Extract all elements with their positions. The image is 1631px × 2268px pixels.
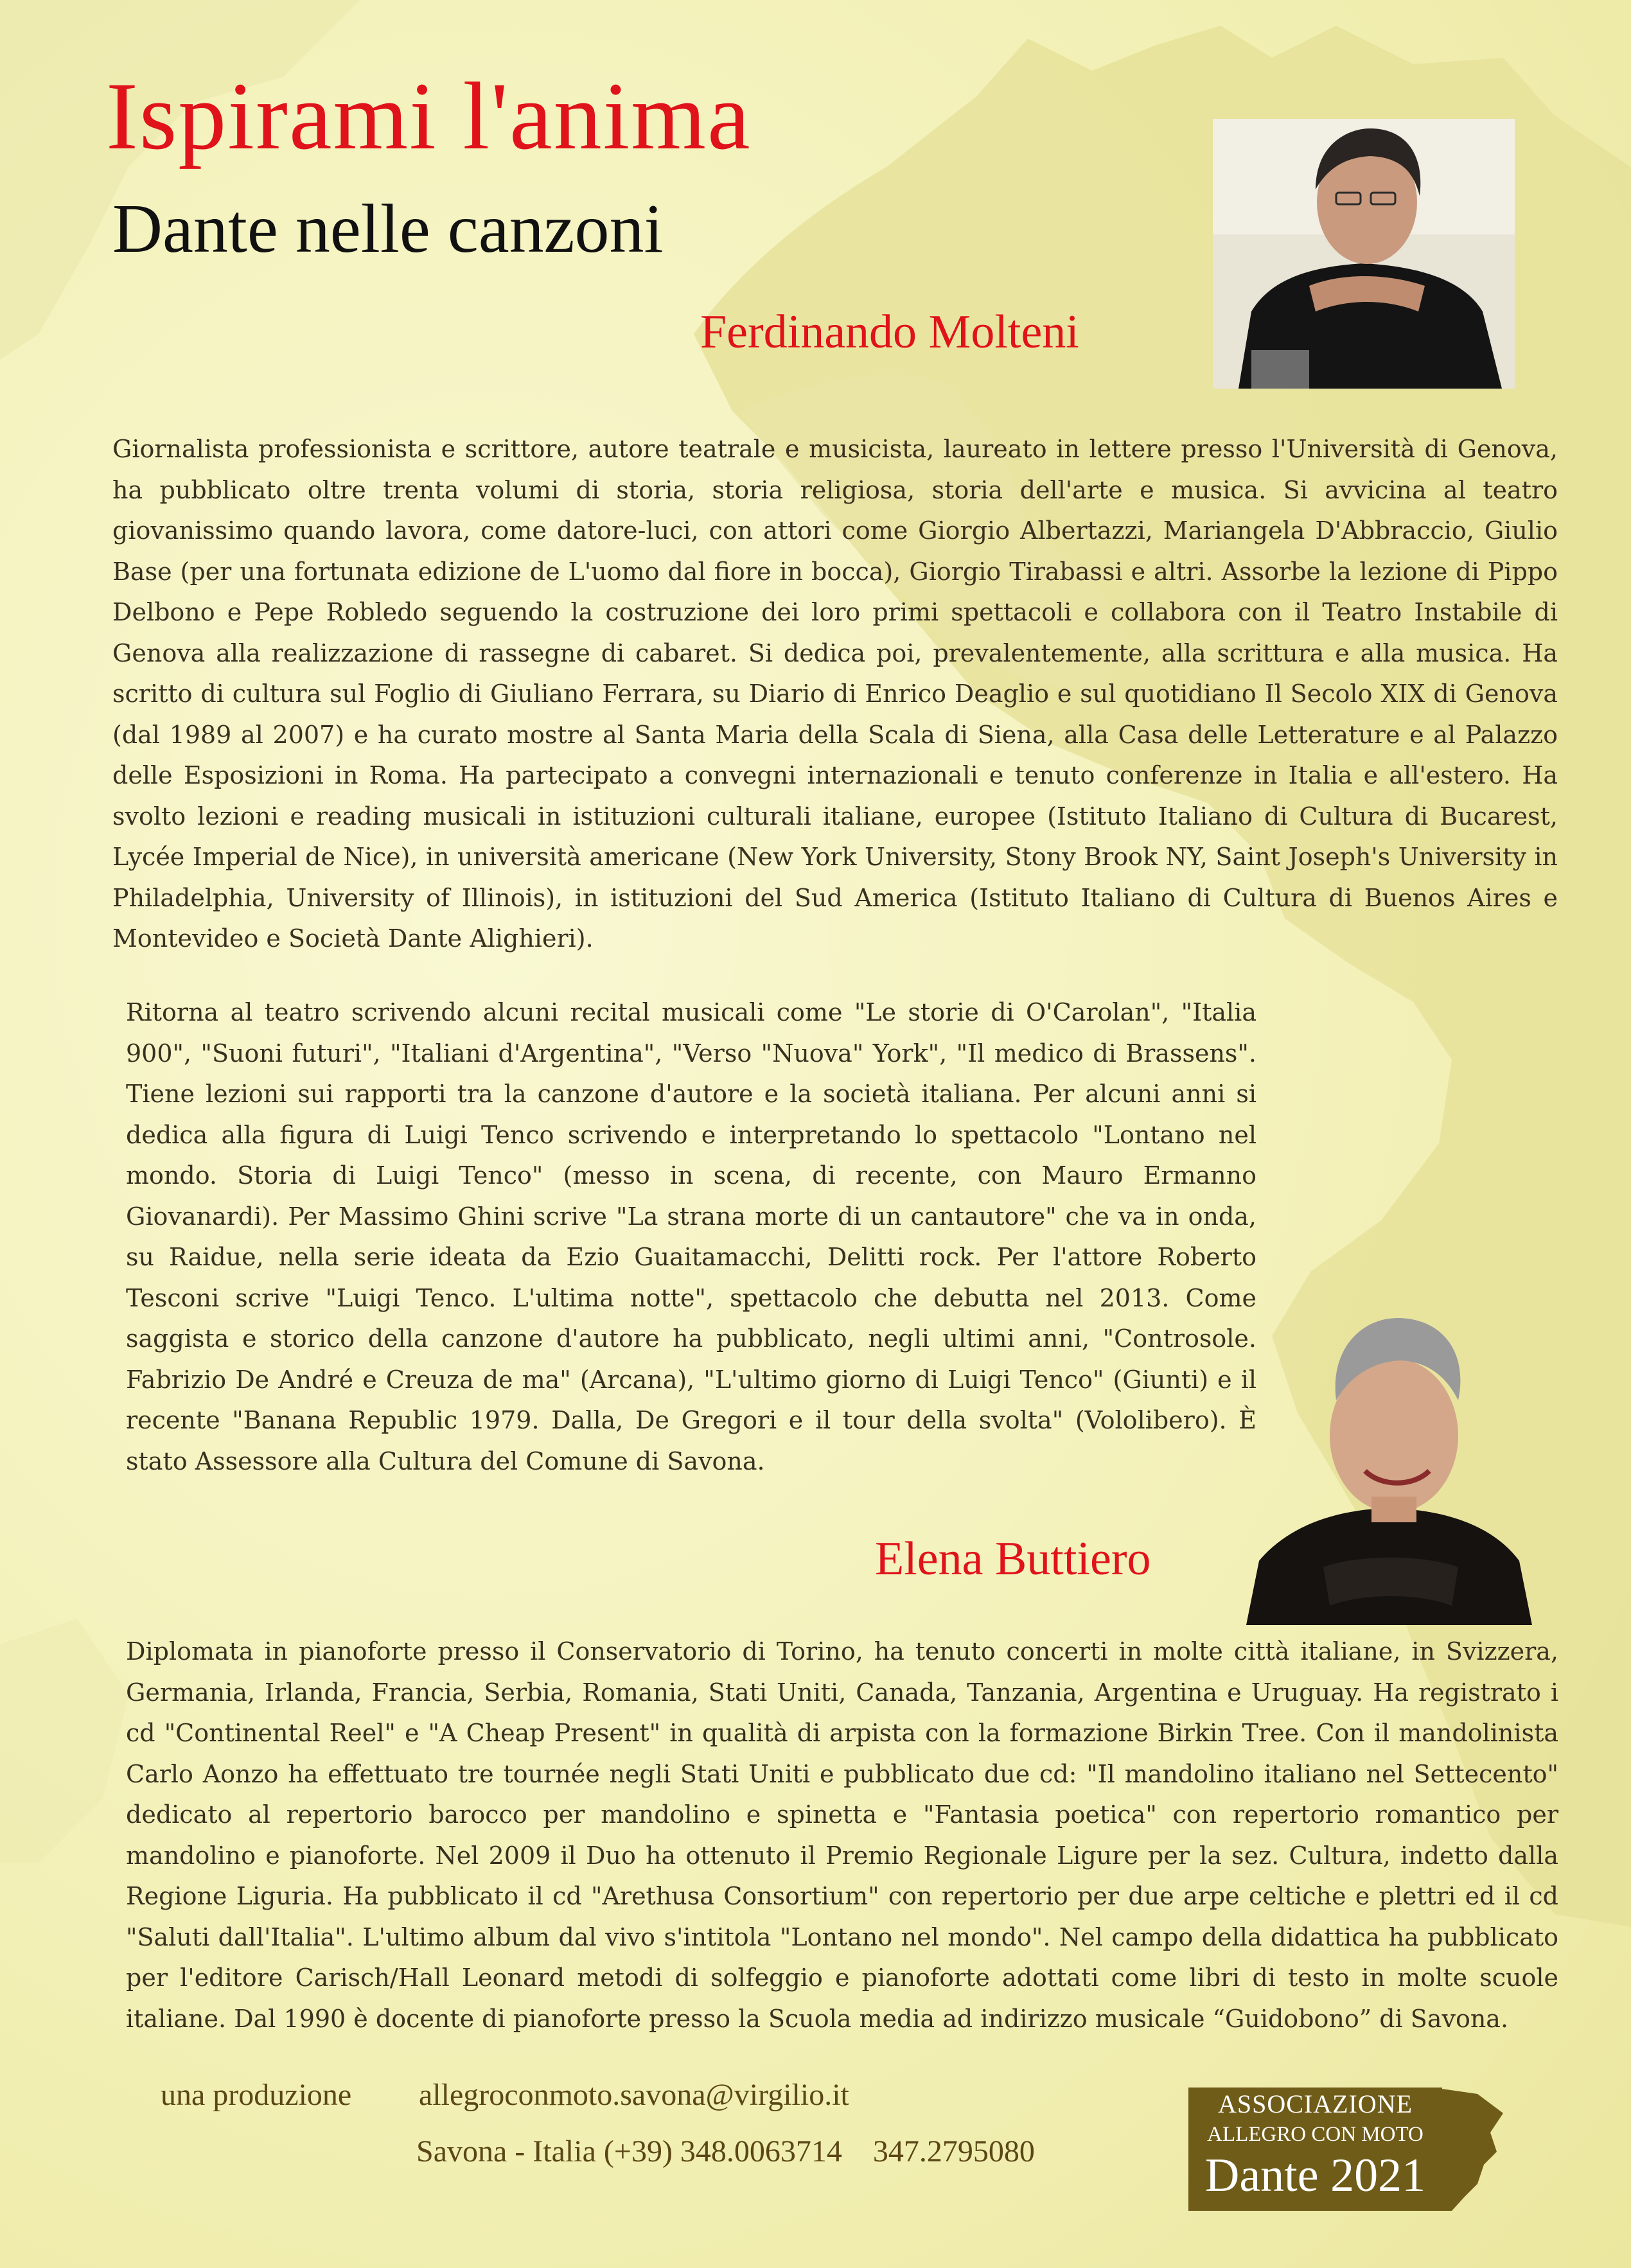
association-logo-line1: ASSOCIAZIONE (1217, 2089, 1413, 2118)
elena-portrait (1246, 1304, 1532, 1625)
footer-email-link[interactable]: allegroconmoto.savona@virgilio.it (419, 2078, 849, 2112)
page-title: Ispirami l'anima (106, 63, 752, 170)
association-logo-year: Dante 2021 (1204, 2149, 1426, 2202)
bio-ferdinando-paragraph-1: Giornalista professionista e scrittore, autore teatrale e musicista, laureato in lettere presso l'Università di Genova, ha pubblicato oltre trenta volumi di storia, storia religiosa, storia dell'arte e musica. Si avvicina al teatro giovanissimo quando lavora, come datore-luci, con attori come Giorgio Albertazzi, Mariangela D'Abbraccio, Giulio Base (per una fortunata edizione de L'uomo dal fiore in bocca), Giorgio Tirabassi e altri. Assorbe la lezione di Pippo Delbono e Pepe Robledo seguendo la costruzione dei loro primi spettacoli e collabora con il Teatro Instabile di Genova alla realizzazione di rassegne di cabaret. Si dedica poi, prevalentemente, alla scrittura e alla musica. Ha scritto di cultura sul Foglio di Giuliano Ferrara, su Diario di Enrico Deaglio e sul quotidiano Il Secolo XIX di Genova (dal 1989 al 2007) e ha curato mostre al Santa Maria della Scala di Siena, alla Casa delle Letterature e al Palazzo delle Esposizioni in Roma. Ha partecipato a convegni internazionali e tenuto conferenze in Italia e all'estero. Ha svolto lezioni e reading musicali in istituzioni culturali italiane, europee (Istituto Italiano di Cultura di Bucarest, Lycée Imperial de Nice), in università americane (New York University, Stony Brook NY, Saint Joseph's University in Philadelphia, University of Illinois), in istituzioni del Sud America (Istituto Italiano di Cultura di Buenos Aires e Montevideo e Società Dante Alighieri). (112, 435, 1558, 953)
association-logo-line2: ALLEGRO CON MOTO (1207, 2123, 1424, 2146)
page-subtitle: Dante nelle canzoni (112, 191, 664, 267)
association-logo (1188, 2088, 1510, 2211)
footer-production-label: una produzione (161, 2078, 352, 2112)
bio-ferdinando-paragraph-2: Ritorna al teatro scrivendo alcuni recital musicali come "Le storie di O'Carolan", "Italia 900", "Suoni futuri", "Italiani d'Argentina", "Verso "Nuova" York", "Il medico di Brassens". Tiene lezioni sui rapporti tra la canzone d'autore e la società italiana. Per alcuni anni si dedica alla figura di Luigi Tenco scrivendo e interpretando lo spettacolo "Lontano nel mondo. Storia di Luigi Tenco" (messo in scena, di recente, con Mauro Ermanno Giovanardi). Per Massimo Ghini scrive "La strana morte di un cantautore" che va in onda, su Raidue, nella serie ideata da Ezio Guaitamacchi, Delitti rock. Per l'attore Roberto Tesconi scrive "Luigi Tenco. L'ultima notte", spettacolo che debutta nel 2013. Come saggista e storico della canzone d'autore ha pubblicato, negli ultimi anni, "Controsole. Fabrizio De André e Creuza de ma" (Arcana), "L'ultimo giorno di Luigi Tenco" (Giunti) e il recente "Banana Republic 1979. Dalla, De Gregori e il tour della svolta" (Vololibero). È stato Assessore alla Cultura del Comune di Savona. (126, 998, 1256, 1475)
ferdinando-portrait (1213, 119, 1515, 389)
bio-elena-paragraph: Diplomata in pianoforte presso il Conservatorio di Torino, ha tenuto concerti in molte città italiane, in Svizzera, Germania, Irlanda, Francia, Serbia, Romania, Stati Uniti, Canada, Tanzania, Argentina e Uruguay. Ha registrato i cd "Continental Reel" e "A Cheap Present" in qualità di arpista con la formazione Birkin Tree. Con il mandolinista Carlo Aonzo ha effettuato tre tournée negli Stati Uniti e pubblicato due cd: "Il mandolino italiano nel Settecento" dedicato al repertorio barocco per mandolino e spinetta e "Fantasia poetica" con repertorio romantico per mandolino e pianoforte. Nel 2009 il Duo ha ottenuto il Premio Regionale Ligure per la sez. Cultura, indetto dalla Regione Liguria. Ha pubblicato il cd "Arethusa Consortium" con repertorio per due arpe celtiche e plettri ed il cd "Saluti dall'Italia". L'ultimo album dal vivo s'intitola "Lontano nel mondo". Nel campo della didattica ha pubblicato per l'editore Carisch/Hall Leonard metodi di solfeggio e pianoforte adottati come libri di testo in molte scuole italiane. Dal 1990 è docente di pianoforte presso la Scuola media ad indirizzo musicale “Guidobono” di Savona. (126, 1637, 1558, 2033)
footer-contact-info: Savona - Italia (+39) 348.0063714 347.2795080 (416, 2134, 1035, 2168)
dante-profile-icon (1433, 2088, 1510, 2211)
artist-name-elena: Elena Buttiero (875, 1533, 1151, 1585)
artist-name-ferdinando: Ferdinando Molteni (700, 306, 1079, 358)
association-logo-box (1188, 2088, 1442, 2211)
